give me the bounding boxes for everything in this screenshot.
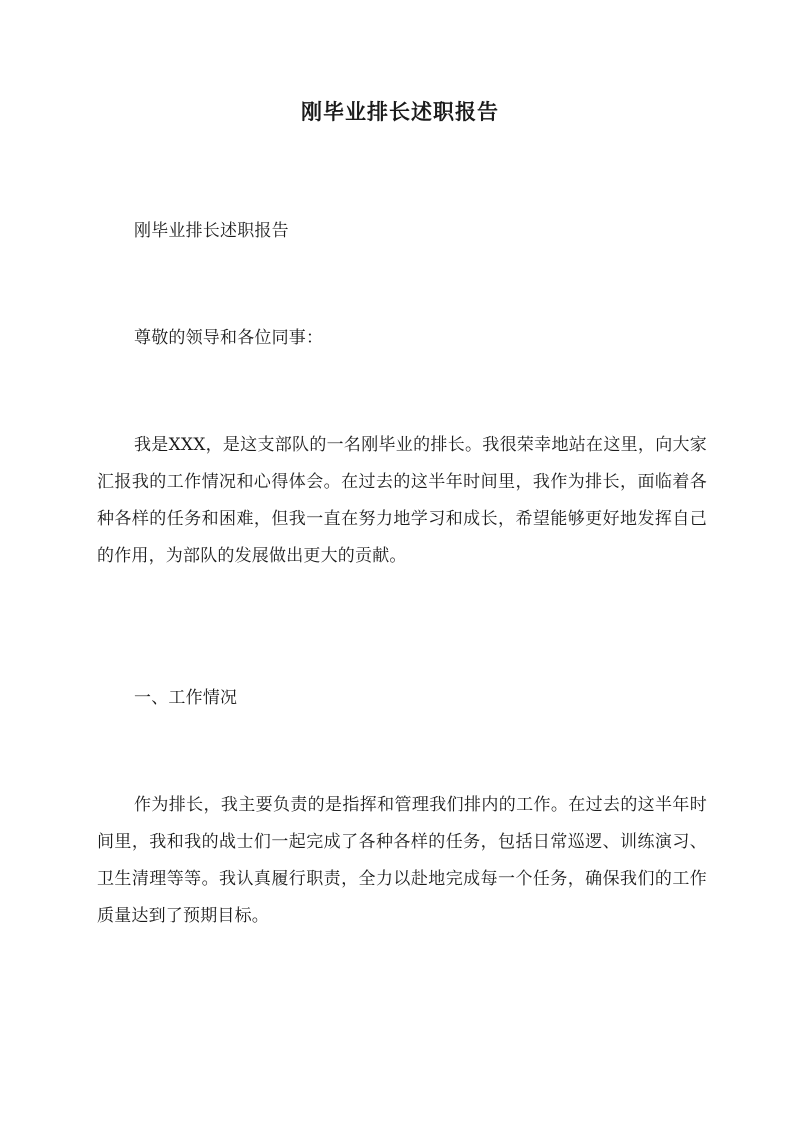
work-paragraph: 作为排长，我主要负责的是指挥和管理我们排内的工作。在过去的这半年时间里，我和我的战士们一起完成了各种各样的任务，包括日常巡逻、训练演习、卫生清理等等。我认真履行职责，全力以赴地完成每一个任务，确保我们的工作质量达到了预期目标。 [97, 795, 707, 926]
intro-paragraph: 我是XXX，是这支部队的一名刚毕业的排长。我很荣幸地站在这里，向大家汇报我的工作情况和心得体会。在过去的这半年时间里，我作为排长，面临着各种各样的任务和困难，但我一直在努力地学习和成长，希望能够更好地发挥自己的作用，为部队的发展做出更大的贡献。 [97, 435, 707, 566]
subtitle-paragraph: 刚毕业排长述职报告 [134, 221, 289, 241]
section-heading-work: 一、工作情况 [134, 688, 238, 708]
document-title: 刚毕业排长述职报告 [301, 99, 499, 124]
salutation-paragraph: 尊敬的领导和各位同事： [134, 328, 324, 348]
